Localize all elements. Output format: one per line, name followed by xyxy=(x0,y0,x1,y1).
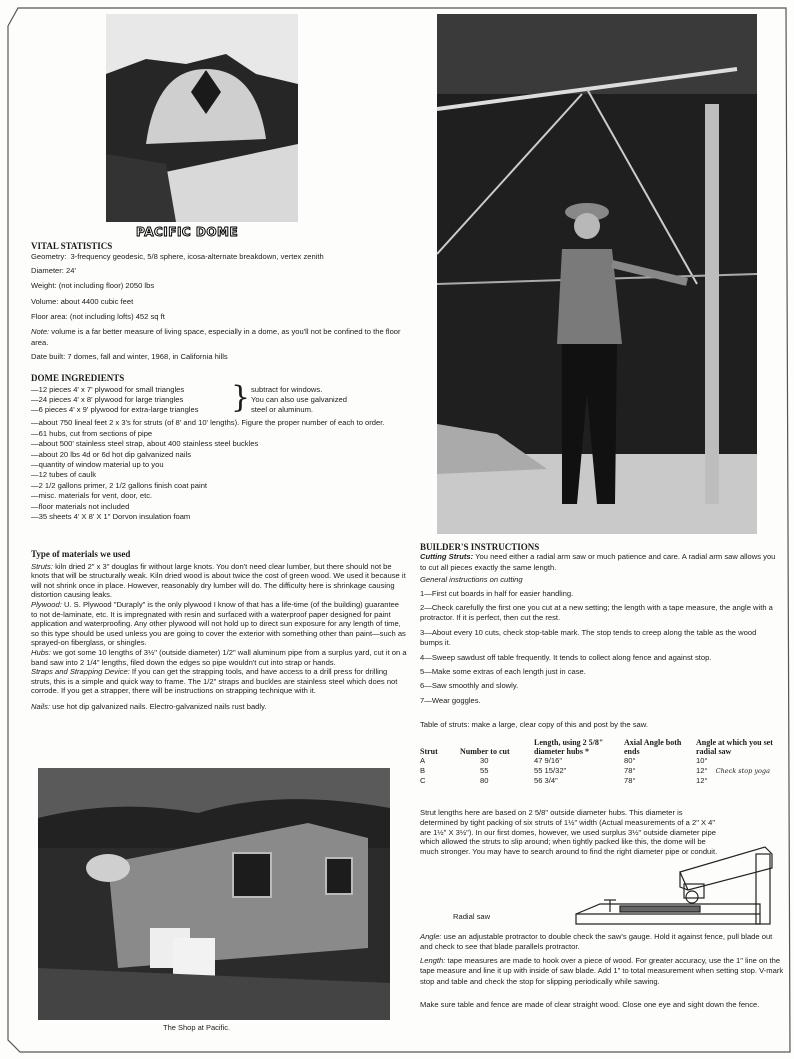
struts-table-intro: Table of struts: make a large, clear copy of this and post by the saw. xyxy=(420,720,648,729)
table-cell: 30 xyxy=(480,756,489,765)
cutting-steps xyxy=(420,589,780,707)
table-row xyxy=(420,766,790,776)
materials-section xyxy=(31,550,407,712)
hubs-label: Hubs: xyxy=(31,647,51,657)
table-row xyxy=(420,776,790,786)
shop-caption: The Shop at Pacific. xyxy=(163,1023,231,1032)
dome-ingredients xyxy=(31,373,411,522)
plywood-label: Plywood: xyxy=(31,599,62,609)
plywood-note-1: subtract for windows. xyxy=(251,385,323,395)
note-value: volume is a far better measure of living space, especially in a dome, as you'll not be confined to the floor area. xyxy=(31,327,401,347)
geometry-row xyxy=(31,252,411,262)
floor-label: Floor area: xyxy=(31,312,68,322)
table-cell: 12° xyxy=(696,776,708,785)
saw-angle-value: 12° xyxy=(696,766,708,775)
plywood-small: —12 pieces 4' x 7' plywood for small triangles xyxy=(31,385,185,395)
volume-label: Volume: xyxy=(31,296,59,306)
list-item: 5—Make some extras of each length just in case. xyxy=(420,667,586,677)
list-item: 1—First cut boards in half for easier handling. xyxy=(420,588,574,598)
weight-row xyxy=(31,281,411,291)
shop-photo xyxy=(38,768,390,1020)
ingredients-list xyxy=(31,418,411,522)
diameter-value: 24' xyxy=(66,265,76,275)
list-item: —about 500' stainless steel strap, about 400 stainless steel buckles xyxy=(31,439,259,449)
table-cell: 78° xyxy=(624,776,636,785)
volume-value: about 4400 cubic feet xyxy=(60,296,134,306)
builders-heading: BUILDER'S INSTRUCTIONS xyxy=(420,542,540,552)
builders-instructions xyxy=(420,542,780,706)
plywood-paragraph xyxy=(31,600,407,648)
nails-paragraph xyxy=(31,702,407,712)
list-item: —about 750 lineal feet 2 x 3's for struts (of 8' and 10' lengths). Figure the proper number of each to order. xyxy=(31,418,385,428)
header-number: Number to cut xyxy=(460,747,510,756)
table-cell: 80 xyxy=(480,776,489,785)
geometry-value: 3-frequency geodesic, 5/8 sphere, icosa-alternate breakdown, vertex zenith xyxy=(70,252,324,262)
table-cell xyxy=(696,766,790,776)
length-paragraph xyxy=(420,956,784,987)
cutting-label: Cutting Struts: xyxy=(420,552,474,562)
list-item: 6—Saw smoothly and slowly. xyxy=(420,681,519,691)
angle-paragraph xyxy=(420,932,784,953)
table-cell: 47 9/16" xyxy=(534,756,563,765)
general-heading: General instructions on cutting xyxy=(420,575,523,585)
strut-note: Strut lengths here are based on 2 5/8" outside diameter hubs. This diameter is determined by tight packing of six struts of 1½" width (Actual measurements of a 2" X 4" are 1½" X 3½"). In our first domes, however, we used surplus 3½" outside diameter pipe which allowed the struts to slip around; when tightly packed like this, the dome will be much stronger. You may have to search around to find the right diameter pipe or conduit. xyxy=(420,808,718,857)
list-item: —61 hubs, cut from sections of pipe xyxy=(31,428,153,438)
dome-photo xyxy=(106,14,298,222)
table-row xyxy=(420,756,790,766)
radial-saw-drawing xyxy=(570,842,780,932)
struts-label: Struts: xyxy=(31,561,53,571)
struts-paragraph xyxy=(31,562,407,600)
list-item: —12 tubes of caulk xyxy=(31,470,97,480)
struts-table xyxy=(420,738,790,786)
header-strut: Strut xyxy=(420,747,438,756)
handwritten-note: Check stop yoga xyxy=(715,767,770,775)
table-cell: C xyxy=(420,776,426,785)
diameter-row xyxy=(31,266,411,276)
plywood-note-3: steel or aluminum. xyxy=(251,405,314,415)
list-item: 3—About every 10 cuts, check stop-table mark. The stop tends to creep along the table as the wood bumps it. xyxy=(420,627,757,648)
list-item: —floor materials not included xyxy=(31,501,130,511)
vital-statistics xyxy=(31,241,411,363)
list-item: —about 20 lbs 4d or 6d hot dip galvanized nails xyxy=(31,449,191,459)
plywood-xlarge: —6 pieces 4' x 9' plywood for extra-large triangles xyxy=(31,405,199,415)
list-item: —misc. materials for vent, door, etc. xyxy=(31,491,153,501)
hubs-paragraph xyxy=(31,648,407,667)
radial-saw-label: Radial saw xyxy=(453,912,491,921)
table-cell: B xyxy=(420,766,426,775)
weight-label: Weight: xyxy=(31,281,57,291)
table-cell: 10° xyxy=(696,756,708,765)
list-item: —quantity of window material up to you xyxy=(31,460,164,470)
table-header-row xyxy=(420,738,790,756)
header-length: Length, using 2 5/8" diameter hubs * xyxy=(534,738,604,756)
list-item: 7—Wear goggles. xyxy=(420,695,481,705)
list-item: 4—Sweep sawdust off table frequently. It tends to collect along fence and against stop. xyxy=(420,652,712,662)
list-item: 2—Check carefully the first one you cut at a new setting; the length with a tape measure, the angle with a protractor. If it is perfect, then cut the rest. xyxy=(420,603,773,623)
angle-label: Angle: xyxy=(420,932,442,941)
table-cell: 56 3/4" xyxy=(534,776,558,785)
length-text: tape measures are made to hook over a piece of wood. For greater accuracy, use the 1" line on the tape measure and line it up with inside of saw blade. Add 1" to total measurement when setting stop. V-mark stop and table and check the stop for slipping periodically while sawing. xyxy=(420,956,784,986)
hubs-text: we got some 10 lengths of 3½" (outside diameter) 1/2" wall aluminum pipe from a surplus yard, cut it on a band saw into 2 1/4" lengths, filed down the edges so pipe wouldn't cut into strap or hands. xyxy=(31,647,407,667)
volume-row xyxy=(31,297,411,307)
note-label: Note: xyxy=(31,327,50,337)
floor-value: (not including lofts) 452 sq ft xyxy=(69,312,165,322)
brace: } xyxy=(231,380,251,416)
straps-paragraph xyxy=(31,667,407,696)
ingredients-heading: DOME INGREDIENTS xyxy=(31,373,125,383)
struts-text: kiln dried 2" x 3" douglas fir without large knots. You don't need clear lumber, but there should not be knots that will be structurally weak. Kiln dried wood is about twice the cost of green wood. We used it because it will not shrink once in place. However, reasonably dry lumber will do. The difficulty here is shrinkage causing distortion causing leaks. xyxy=(31,561,406,600)
table-cell: 55 xyxy=(480,766,489,775)
cutting-text: You need either a radial arm saw or much patience and care. A radial arm saw allows you to cut all pieces exactly the same length. xyxy=(420,552,776,572)
table-cell: 55 15/32" xyxy=(534,766,567,775)
angle-text: use an adjustable protractor to double check the saw's gauge. Hold it against fence, pull blade out and check to see that blade parallels protractor. xyxy=(420,932,773,952)
length-label: Length: xyxy=(420,956,446,965)
plywood-text: U. S. Plywood "Duraply" is the only plywood I know of that has a life-time (of the building) guarantee to not de-laminate, etc. It is impregnated with resin and surfaced with a waterproof paper designed for paint application and waterproofing. Any other plywood will not hold up to direct sun exposure for any length of time, so this type should be used unless you are going to cover the exterior with something other than paint—such as sprayed-on fiberglass, or shingles. xyxy=(31,599,406,648)
plywood-large: —24 pieces 4' x 8' plywood for large triangles xyxy=(31,395,184,405)
builder-photo xyxy=(437,14,757,534)
list-item: —35 sheets 4' X 8' X 1" Dorvon insulation foam xyxy=(31,512,191,522)
straps-label: Straps and Strapping Device: xyxy=(31,667,130,677)
nails-label: Nails: xyxy=(31,701,50,711)
weight-value: (not including floor) 2050 lbs xyxy=(58,281,155,291)
nails-text: use hot dip galvanized nails. Electro-galvanized nails rust badly. xyxy=(52,701,267,711)
cutting-paragraph xyxy=(420,552,780,573)
plywood-group xyxy=(31,380,411,418)
materials-heading: Type of materials we used xyxy=(31,549,131,559)
table-cell: 80° xyxy=(624,756,636,765)
vital-statistics-heading: VITAL STATISTICS xyxy=(31,241,113,251)
plywood-note-2: You can also use galvanized xyxy=(251,395,347,405)
note-row xyxy=(31,327,411,348)
header-saw-angle: Angle at which you set radial saw xyxy=(696,738,773,756)
floor-row xyxy=(31,312,411,322)
list-item: —2 1/2 gallons primer, 2 1/2 gallons finish coat paint xyxy=(31,480,208,490)
straps-text: If you can get the strapping tools, and have access to a drill press for drilling struts, this is a simple and quick way to frame. The 1/2" straps and buckles are stainless steel which does not corrode. If you get a strapper, there will be instructions on strapping technique with it. xyxy=(31,667,398,696)
date-label: Date built: xyxy=(31,352,66,362)
final-paragraph: Make sure table and fence are made of clear straight wood. Close one eye and sight down the fence. xyxy=(420,1000,760,1009)
table-cell: A xyxy=(420,756,426,765)
header-axial: Axial Angle both ends xyxy=(624,738,682,756)
date-row xyxy=(31,352,411,362)
date-value: 7 domes, fall and winter, 1968, in California hills xyxy=(67,352,228,362)
table-cell: 78° xyxy=(624,766,636,775)
diameter-label: Diameter: xyxy=(31,265,64,275)
geometry-label: Geometry: xyxy=(31,252,67,262)
dome-title: PACIFIC DOME xyxy=(136,225,239,239)
